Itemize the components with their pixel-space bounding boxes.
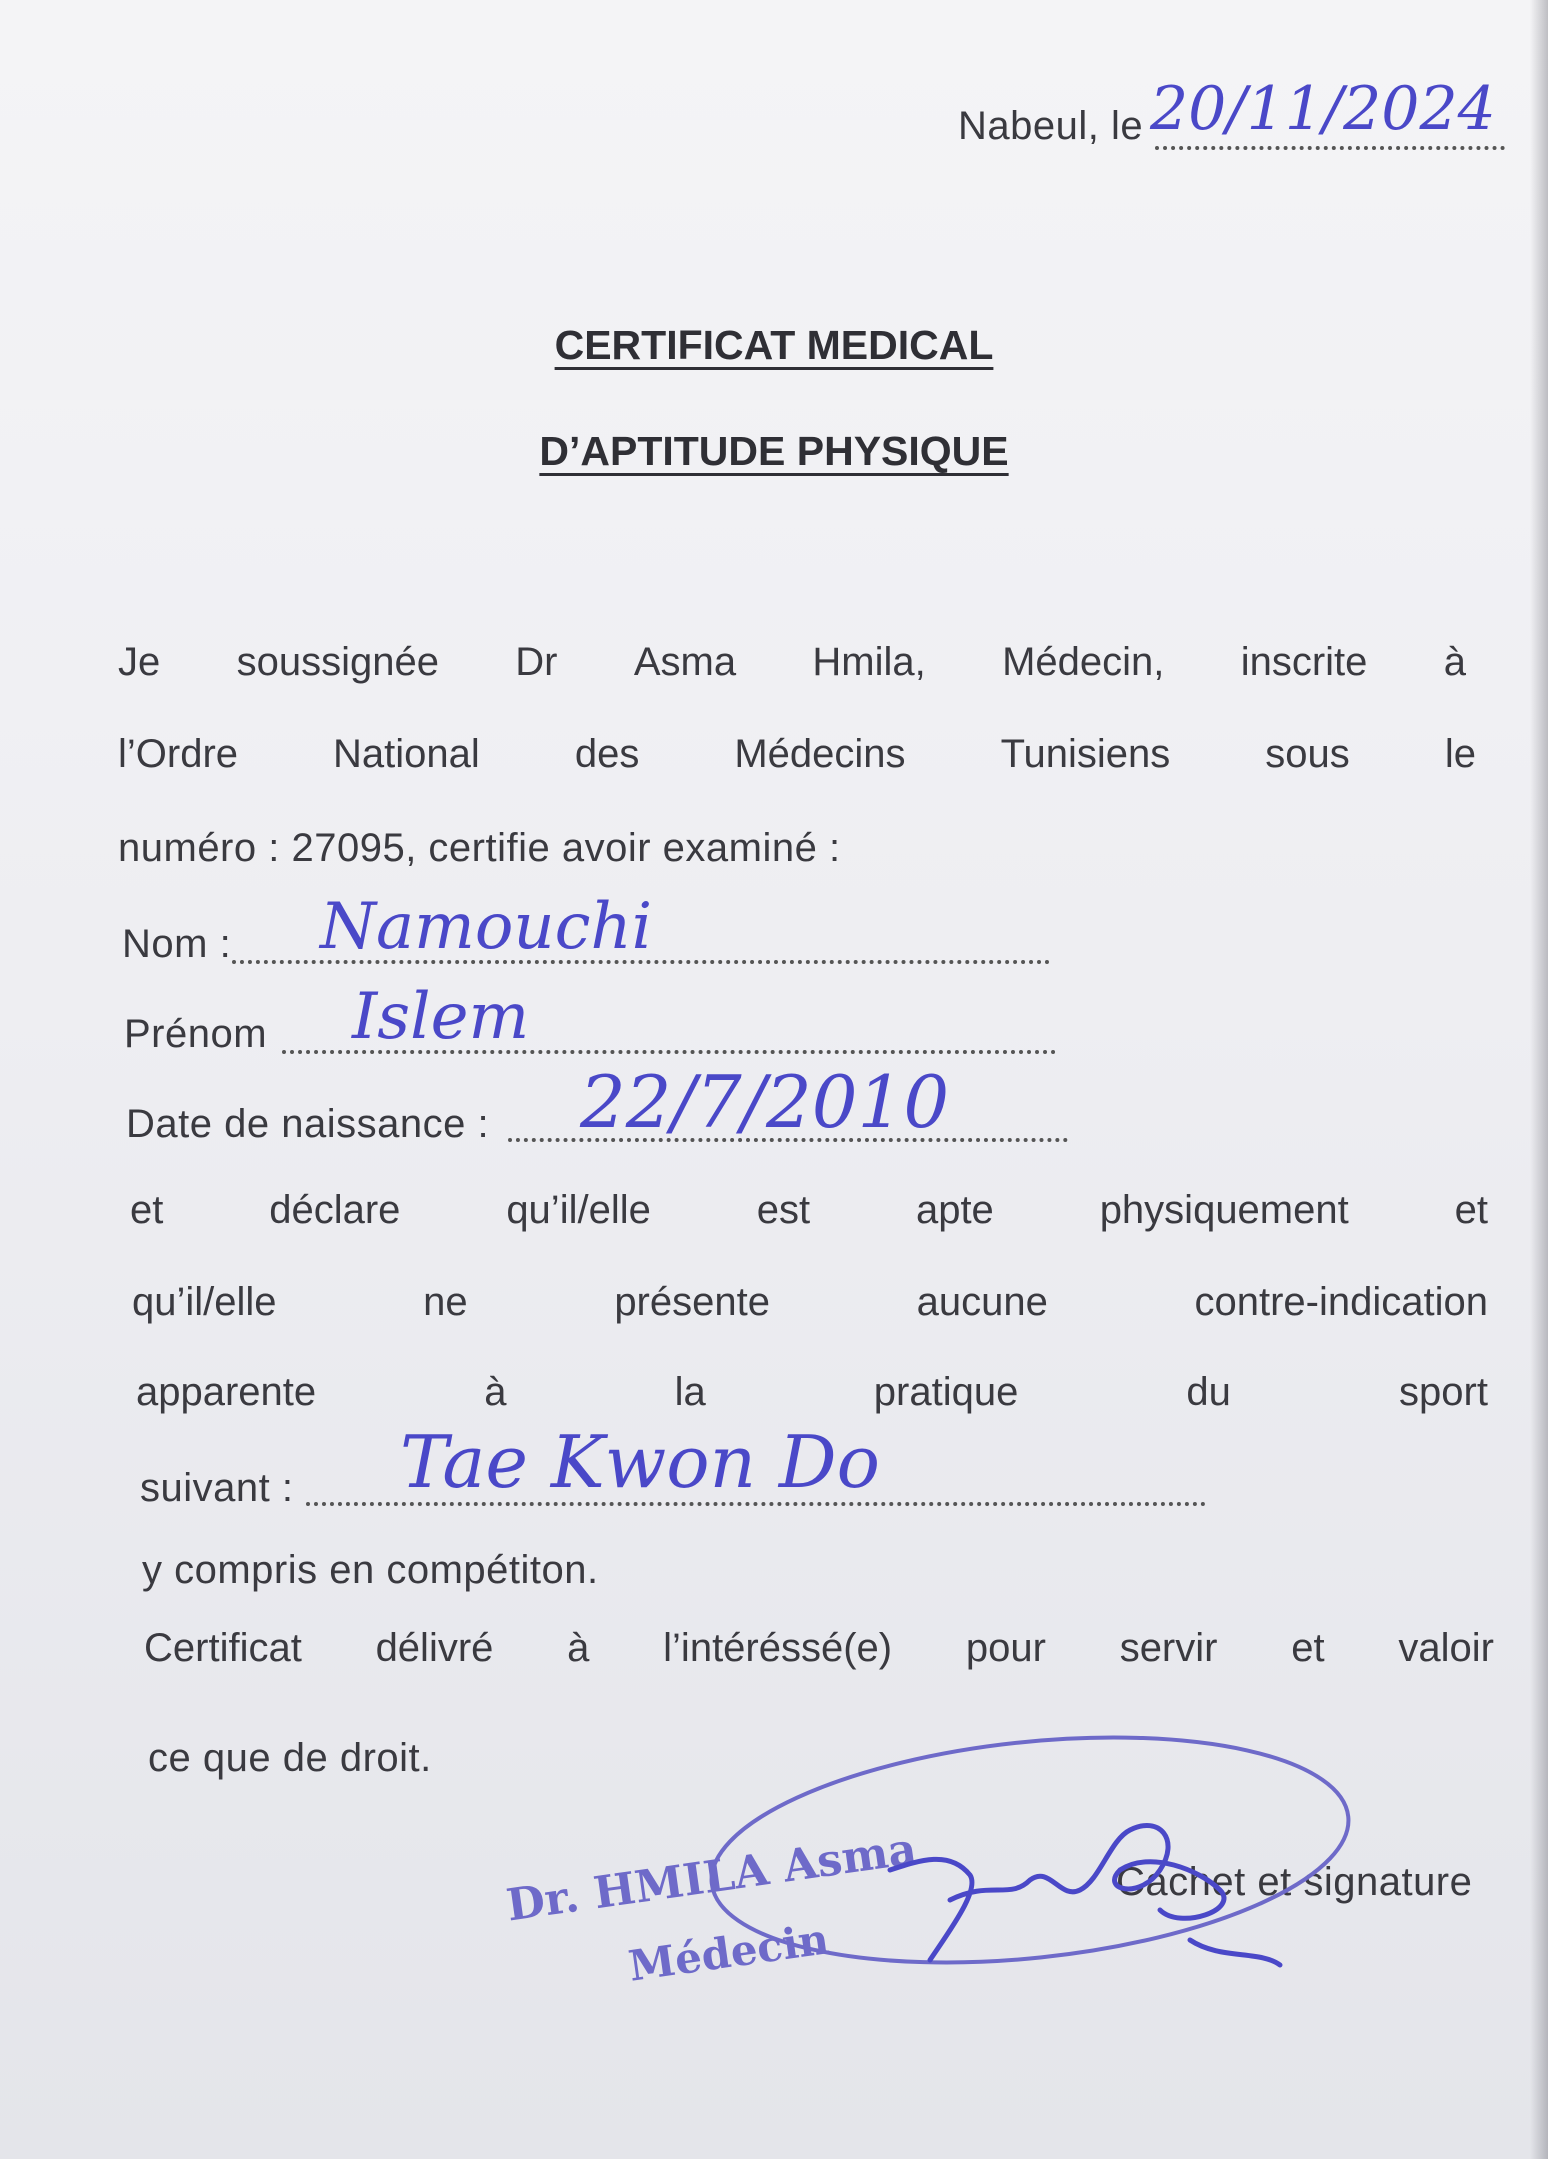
- nom-label: Nom :: [122, 922, 232, 966]
- word: Asma: [633, 640, 737, 684]
- intro-line-3: numéro : 27095, certifie avoir examiné :: [118, 826, 841, 870]
- word: le: [1444, 732, 1476, 776]
- sport-handwritten: Tae Kwon Do: [400, 1420, 880, 1504]
- nom-handwritten: Namouchi: [320, 890, 653, 964]
- word: Je: [118, 640, 161, 684]
- word: Tunisiens: [1000, 732, 1171, 776]
- signature-scribble: [860, 1780, 1380, 2000]
- word: valoir: [1398, 1626, 1494, 1670]
- word: la: [674, 1370, 706, 1414]
- word: contre-indication: [1194, 1280, 1488, 1324]
- word: physiquement: [1099, 1188, 1349, 1232]
- word: sous: [1265, 732, 1350, 776]
- declaration-line-5: y compris en compétiton.: [142, 1548, 599, 1592]
- stamp-name: Dr. HMILA Asma: [503, 1823, 920, 1932]
- title-text-1: CERTIFICAT MEDICAL: [554, 322, 994, 368]
- word: à: [567, 1626, 590, 1670]
- word: ne: [423, 1280, 468, 1324]
- intro-line-2: [118, 732, 1476, 777]
- word: pratique: [873, 1370, 1019, 1414]
- declaration-line-3: [136, 1370, 1488, 1415]
- closing-line-2: ce que de droit.: [148, 1736, 432, 1780]
- word: qu’il/elle: [506, 1188, 651, 1232]
- closing-line-1: [144, 1626, 1494, 1671]
- word: à: [484, 1370, 507, 1414]
- word: National: [333, 732, 480, 776]
- declaration-line-2: [132, 1280, 1488, 1325]
- word: déclare: [269, 1188, 401, 1232]
- word: pour: [965, 1626, 1046, 1670]
- declaration-line-1: [130, 1188, 1488, 1233]
- signature-label: Cachet et signature: [1116, 1860, 1473, 1904]
- word: inscrite: [1240, 640, 1368, 684]
- word: soussignée: [236, 640, 439, 684]
- intro-line-1: [118, 640, 1466, 685]
- word: Médecins: [734, 732, 906, 776]
- title-text-2: D’APTITUDE PHYSIQUE: [539, 428, 1009, 474]
- dob-label: Date de naissance :: [126, 1102, 490, 1146]
- dob-handwritten: 22/7/2010: [580, 1060, 950, 1144]
- prenom-label: Prénom: [124, 1012, 268, 1056]
- word: des: [574, 732, 640, 776]
- word: est: [756, 1188, 811, 1232]
- word: aucune: [916, 1280, 1048, 1324]
- word: qu’il/elle: [132, 1280, 277, 1324]
- word: servir: [1119, 1626, 1218, 1670]
- word: l’intéréssé(e): [663, 1626, 893, 1670]
- word: apte: [915, 1188, 994, 1232]
- title-line-2: [0, 428, 1548, 475]
- stamp-title: Médecin: [625, 1914, 832, 1991]
- word: à: [1443, 640, 1466, 684]
- prenom-handwritten: Islem: [352, 980, 530, 1054]
- title-line-1: [0, 322, 1548, 369]
- word: Certificat: [144, 1626, 302, 1670]
- word: Dr: [515, 640, 558, 684]
- word: du: [1186, 1370, 1231, 1414]
- word: délivré: [375, 1626, 494, 1670]
- word: et: [1454, 1188, 1488, 1232]
- page-edge-shadow: [1530, 0, 1548, 2159]
- place-label: Nabeul, le: [958, 104, 1144, 148]
- word: Médecin,: [1002, 640, 1165, 684]
- word: l’Ordre: [118, 732, 239, 776]
- word: sport: [1399, 1370, 1488, 1414]
- word: et: [1291, 1626, 1325, 1670]
- sport-label: suivant :: [140, 1466, 294, 1510]
- word: et: [130, 1188, 164, 1232]
- word: Hmila,: [812, 640, 926, 684]
- handwritten-date: 20/11/2024: [1150, 74, 1496, 144]
- word: présente: [614, 1280, 770, 1324]
- word: apparente: [136, 1370, 317, 1414]
- date-dotted-line: [1155, 146, 1505, 150]
